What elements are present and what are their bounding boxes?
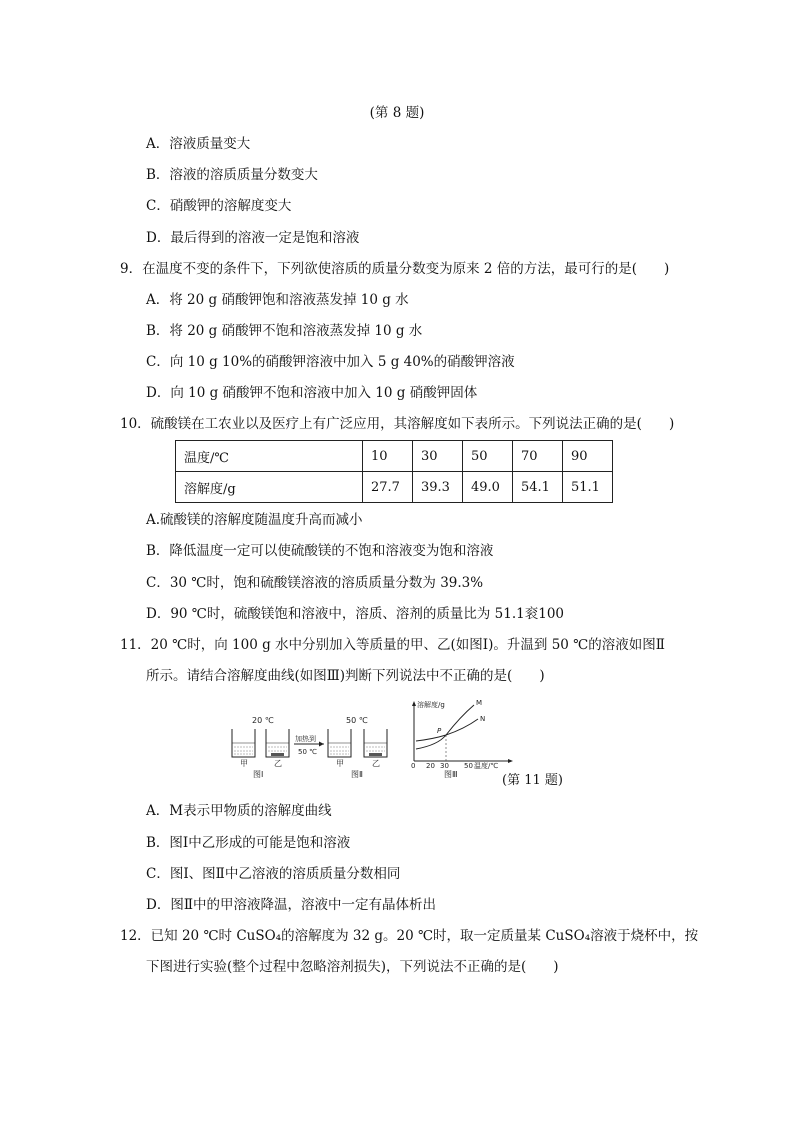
q10-stem: 10．硫酸镁在工农业以及医疗上有广泛应用，其溶解度如下表所示。下列说法正确的是( ) xyxy=(120,416,675,432)
table-row xyxy=(176,441,613,472)
table-cell: 70 xyxy=(513,441,563,472)
table-cell: 54.1 xyxy=(513,472,563,503)
q12-stem-line2: 下图进行实验(整个过程中忽略溶剂损失)，下列说法不正确的是( ) xyxy=(146,959,559,975)
q10-option-c: C．30 ℃时，饱和硫酸镁溶液的溶质质量分数为 39.3% xyxy=(146,575,484,591)
beaker-jia-fig1 xyxy=(232,729,255,757)
fig2-yi-label: 乙 xyxy=(372,759,380,768)
curve-n xyxy=(416,719,478,741)
table-header-temp: 温度/℃ xyxy=(176,441,363,472)
point-p-label: P xyxy=(437,727,442,735)
table-header-solubility: 溶解度/g xyxy=(176,472,363,503)
fig2-temp-label: 50 ℃ xyxy=(346,716,368,725)
fig3-caption: 图Ⅲ xyxy=(444,770,458,779)
fig2-jia-label: 甲 xyxy=(336,759,344,768)
q8-caption: (第 8 题) xyxy=(369,105,425,121)
beaker-yi-fig1 xyxy=(266,729,289,757)
table-cell: 50 xyxy=(463,441,513,472)
x-tick-50: 50 xyxy=(464,762,473,770)
fig2-caption: 图Ⅱ xyxy=(351,770,363,779)
q10-option-d: D．90 ℃时，硫酸镁饱和溶液中，溶质、溶剂的质量比为 51.1衮100 xyxy=(146,606,565,622)
q11-figure-svg xyxy=(228,697,513,783)
table-cell: 90 xyxy=(563,441,613,472)
q11-figure xyxy=(228,697,513,787)
table-cell: 49.0 xyxy=(463,472,513,503)
x-axis-label: 温度/℃ xyxy=(474,762,499,770)
table-cell: 39.3 xyxy=(413,472,463,503)
solubility-graph xyxy=(411,699,513,779)
heat-temp-label: 50 ℃ xyxy=(298,748,317,756)
q11-option-c: C．图Ⅰ、图Ⅱ中乙溶液的溶质质量分数相同 xyxy=(146,866,401,882)
beaker-yi-fig2 xyxy=(364,729,387,757)
q8-option-b: B．溶液的溶质质量分数变大 xyxy=(146,167,318,183)
arrow-head-icon xyxy=(319,742,324,747)
x-tick-20: 20 xyxy=(426,762,435,770)
heat-label: 加热到 xyxy=(295,735,316,743)
fig1-yi-label: 乙 xyxy=(274,759,282,768)
q9-stem: 9．在温度不变的条件下，下列欲使溶质的质量分数变为原来 2 倍的方法，最可行的是( ) xyxy=(120,261,670,277)
q8-option-c: C．硝酸钾的溶解度变大 xyxy=(146,198,292,214)
solubility-table xyxy=(175,440,613,503)
q9-option-c: C．向 10 g 10%的硝酸钾溶液中加入 5 g 40%的硝酸钾溶液 xyxy=(146,354,515,370)
q11-figure-caption: (第 11 题) xyxy=(502,773,563,788)
x-tick-0: 0 xyxy=(411,762,416,770)
q11-stem-line1: 11．20 ℃时，向 100 g 水中分别加入等质量的甲、乙(如图Ⅰ)。升温到 50 ℃的溶液如图Ⅱ xyxy=(120,637,665,653)
q11-option-b: B．图Ⅰ中乙形成的可能是饱和溶液 xyxy=(146,835,351,851)
curve-n-label: N xyxy=(480,715,486,723)
table-cell: 51.1 xyxy=(563,472,613,503)
q11-option-a: A．M表示甲物质的溶解度曲线 xyxy=(146,803,332,819)
q12-stem-line1: 12．已知 20 ℃时 CuSO₄的溶解度为 32 g。20 ℃时，取一定质量某 CuSO₄溶液于烧杯中，按 xyxy=(120,928,699,944)
beaker-jia-fig2 xyxy=(328,729,351,757)
x-axis-arrow-icon xyxy=(508,759,513,763)
table-cell: 10 xyxy=(363,441,413,472)
table-row xyxy=(176,472,613,503)
q9-option-a: A．将 20 g 硝酸钾饱和溶液蒸发掉 10 g 水 xyxy=(146,292,409,308)
fig1-jia-label: 甲 xyxy=(240,759,248,768)
table-cell: 30 xyxy=(413,441,463,472)
q11-stem-line2: 所示。请结合溶解度曲线(如图Ⅲ)判断下列说法中不正确的是( ) xyxy=(146,668,545,684)
curve-m-label: M xyxy=(476,699,483,707)
q9-option-b: B．将 20 g 硝酸钾不饱和溶液蒸发掉 10 g 水 xyxy=(146,323,423,339)
q11-option-d: D．图Ⅱ中的甲溶液降温，溶液中一定有晶体析出 xyxy=(146,897,436,913)
x-tick-30: 30 xyxy=(440,762,449,770)
q8-option-a: A．溶液质量变大 xyxy=(146,136,251,152)
q10-option-b: B．降低温度一定可以使硫酸镁的不饱和溶液变为饱和溶液 xyxy=(146,543,494,559)
q9-option-d: D．向 10 g 硝酸钾不饱和溶液中加入 10 g 硝酸钾固体 xyxy=(146,385,478,401)
fig1-caption: 图Ⅰ xyxy=(253,770,264,779)
y-axis-arrow-icon xyxy=(412,701,416,706)
q8-option-d: D．最后得到的溶液一定是饱和溶液 xyxy=(146,230,360,246)
q10-option-a: A.硫酸镁的溶解度随温度升高而减小 xyxy=(146,512,363,528)
fig1-temp-label: 20 ℃ xyxy=(252,716,274,725)
table-cell: 27.7 xyxy=(363,472,413,503)
y-axis-label: 溶解度/g xyxy=(417,701,445,709)
